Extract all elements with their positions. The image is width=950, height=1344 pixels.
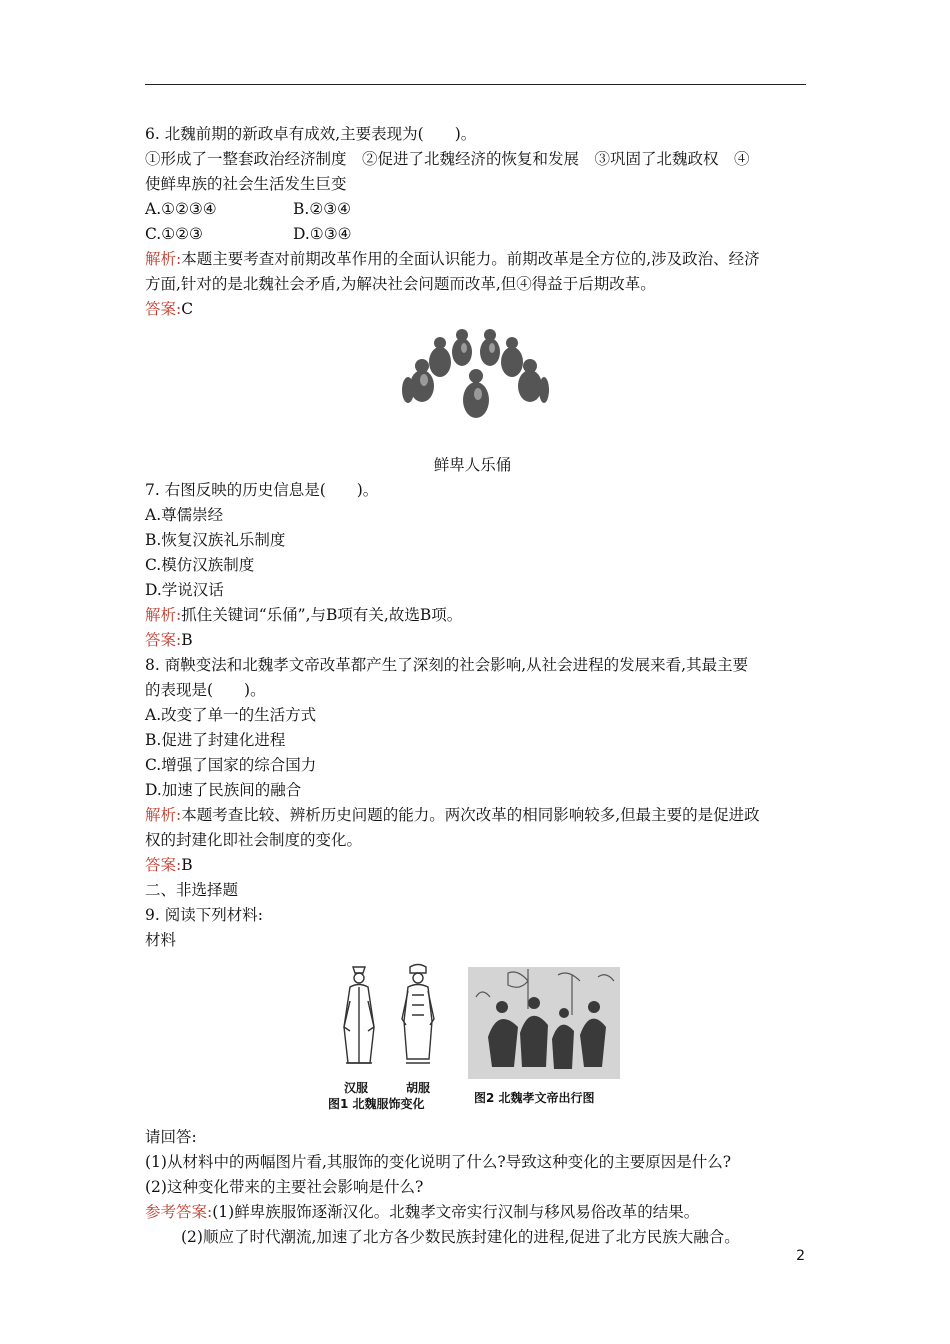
q6-option-d: D.①③④ — [293, 225, 352, 243]
q8-answer — [145, 853, 810, 878]
q7-analysis — [145, 603, 810, 628]
q6-answer-label: 答案: — [145, 300, 182, 318]
figure1-caption: 鲜卑人乐俑 — [433, 456, 512, 474]
q8-analysis-line2: 权的封建化即社会制度的变化。 — [145, 831, 363, 849]
q8-analysis-text1: 本题考查比较、辨析历史问题的能力。两次改革的相同影响较多,但最主要的是促进政 — [181, 806, 760, 824]
q6-analysis-text1: 本题主要考查对前期改革作用的全面认识能力。前期改革是全方位的,涉及政治、经济 — [181, 250, 760, 268]
q6-options-row2 — [145, 222, 810, 247]
q7-option-c: C.模仿汉族制度 — [145, 556, 255, 574]
q6-answer — [145, 297, 810, 322]
q9-sub2: (2)这种变化带来的主要社会影响是什么? — [145, 1178, 424, 1196]
q8-analysis-label: 解析: — [145, 806, 182, 824]
q9-material-label: 材料 — [145, 931, 177, 949]
q7-option-a: A.尊儒崇经 — [145, 506, 224, 524]
label-hu-clothing: 胡服 — [406, 1081, 431, 1095]
q8-stem-line1: 8. 商鞅变法和北魏孝文帝改革都产生了深刻的社会影响,从社会进程的发展来看,其最主要 — [145, 656, 749, 674]
figure1-label: 图1 北魏服饰变化 — [328, 1097, 425, 1111]
q9-ref-answer2: (2)顺应了时代潮流,加速了北方各少数民族封建化的进程,促进了北方民族大融合。 — [181, 1228, 740, 1246]
q6-option-c: C.①②③ — [145, 225, 203, 243]
q6-options-row1 — [145, 197, 810, 222]
figure-xianbei-musicians — [145, 326, 810, 451]
q8-answer-label: 答案: — [145, 856, 182, 874]
q6-items-line2: 使鲜卑族的社会生活发生巨变 — [145, 175, 347, 193]
q7-option-b: B.恢复汉族礼乐制度 — [145, 531, 286, 549]
q9-ref-answer1 — [145, 1200, 810, 1225]
han-hu-clothing-drawing — [328, 961, 458, 1073]
q8-stem-line2: 的表现是( )。 — [145, 681, 266, 699]
figure-clothing-change — [145, 961, 810, 1111]
header-rule — [145, 84, 806, 85]
q9-stem: 9. 阅读下列材料: — [145, 906, 263, 924]
q6-answer-value: C — [181, 300, 194, 318]
q9-ref1-text: (1)鲜卑族服饰逐渐汉化。北魏孝文帝实行汉制与移风易俗改革的结果。 — [212, 1203, 700, 1221]
q8-analysis-line1 — [145, 803, 810, 828]
q8-option-c: C.增强了国家的综合国力 — [145, 756, 317, 774]
section-heading: 二、非选择题 — [145, 881, 239, 899]
q7-analysis-text: 抓住关键词“乐俑”,与B项有关,故选B项。 — [181, 606, 463, 624]
q7-answer — [145, 628, 810, 653]
q8-answer-value: B — [181, 856, 193, 874]
q9-sub1: (1)从材料中的两幅图片看,其服饰的变化说明了什么?导致这种变化的主要原因是什么? — [145, 1153, 732, 1171]
q6-analysis-line2: 方面,针对的是北魏社会矛盾,为解决社会问题而改革,但④得益于后期改革。 — [145, 275, 656, 293]
q6-option-b: B.②③④ — [293, 200, 352, 218]
q6-analysis-label: 解析: — [145, 250, 182, 268]
q7-answer-label: 答案: — [145, 631, 182, 649]
q6-analysis-line1 — [145, 247, 810, 272]
q6-items-line1: ①形成了一整套政治经济制度 ②促进了北魏经济的恢复和发展 ③巩固了北魏政权 ④ — [145, 150, 750, 168]
q9-ref-label: 参考答案: — [145, 1203, 213, 1221]
q8-option-d: D.加速了民族间的融合 — [145, 781, 302, 799]
q6-option-a: A.①②③④ — [145, 200, 217, 218]
q6-stem: 6. 北魏前期的新政卓有成效,主要表现为( )。 — [145, 125, 477, 143]
procession-mural-image — [468, 967, 620, 1079]
q7-option-d: D.学说汉话 — [145, 581, 224, 599]
figure2-label: 图2 北魏孝文帝出行图 — [474, 1091, 595, 1105]
q8-option-a: A.改变了单一的生活方式 — [145, 706, 317, 724]
q9-prompt: 请回答: — [145, 1128, 197, 1146]
musician-figurines-image — [400, 328, 550, 424]
label-han-clothing: 汉服 — [344, 1081, 369, 1095]
q8-option-b: B.促进了封建化进程 — [145, 731, 286, 749]
q7-stem: 7. 右图反映的历史信息是( )。 — [145, 481, 379, 499]
q7-answer-value: B — [181, 631, 193, 649]
figure-emperor-procession — [468, 967, 628, 1105]
page-content — [145, 122, 810, 1250]
page-number: 2 — [796, 1248, 805, 1264]
q7-analysis-label: 解析: — [145, 606, 182, 624]
figure-han-hu-clothing — [328, 961, 458, 1111]
